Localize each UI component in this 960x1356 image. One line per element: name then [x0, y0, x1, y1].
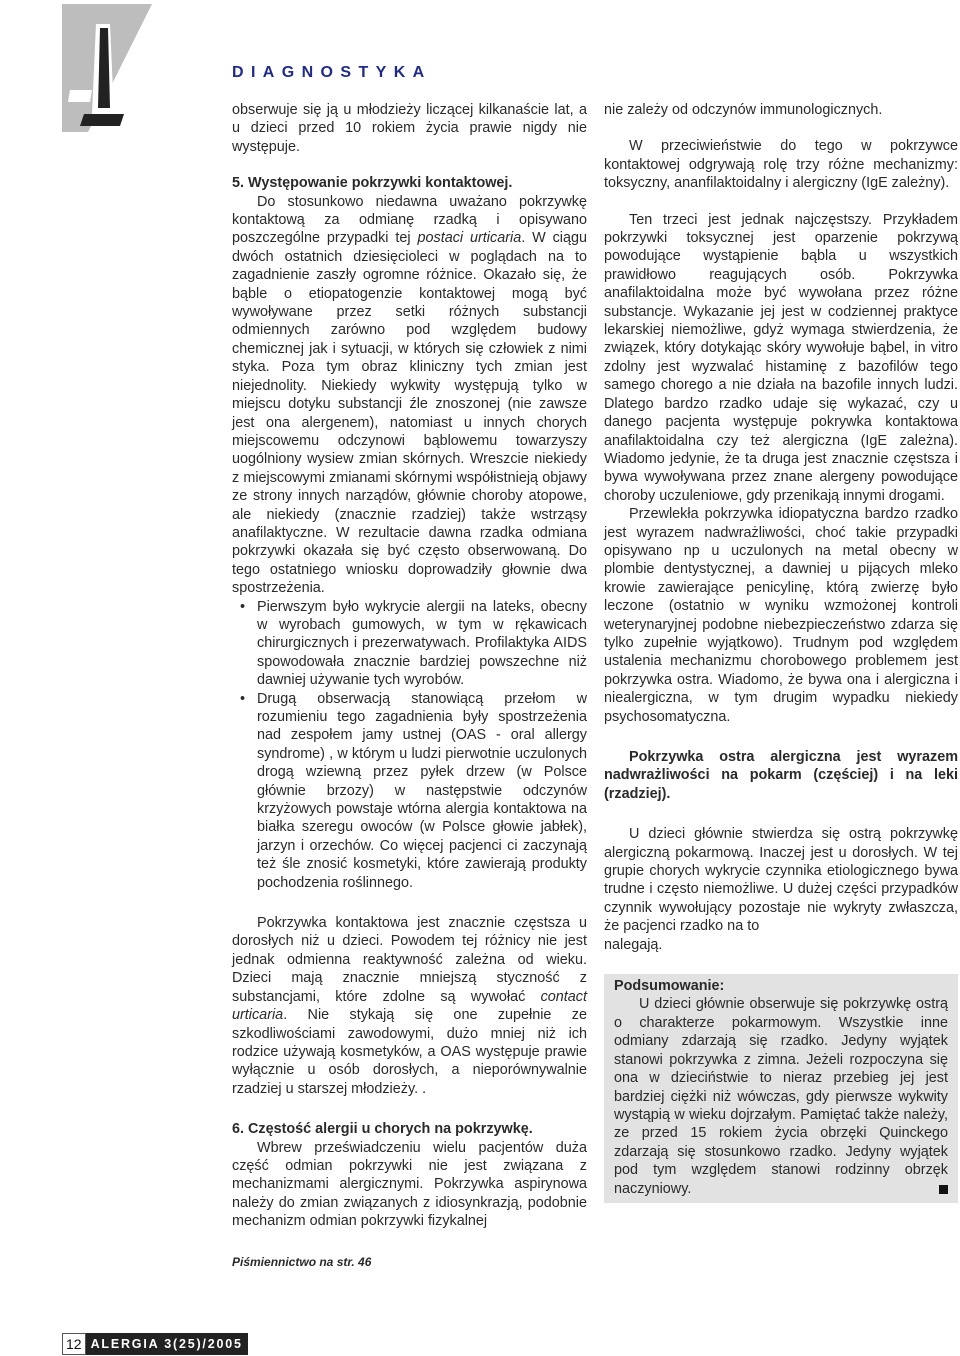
right-paragraph-children: U dzieci głównie stwierdza się ostrą pokrzywkę alergiczną pokarmową. Inaczej jest u dorosłych. W tej grupie chorych wykrycie czynnika etiologicznego bywa trudne i często niemożliwe. U dużej części przypadków czynnik wywołujący pozostaje nie wykryty zwłaszcza, że pacjenci rzadko na to nalegają. [604, 826, 958, 953]
right-paragraph-immunological: nie zależy od odczynów immunologicznych. [604, 102, 883, 118]
letter-a-logo-icon [62, 4, 152, 134]
left-paragraph-aspirin: Wbrew przeświadczeniu wielu pacjentów duża część odmian pokrzywki nie jest związana z mechanizmami alergicznymi. Pokrzywka aspirynowa należy do zmian związanych z idiosynkrazją, podobnie mechanizm odmian pokrzywki fizykalnej [232, 1139, 587, 1230]
left-paragraph-contact-urticaria: Do stosunkowo niedawna uważano pokrzywkę kontaktową za odmianę rzadką i opisywano poszczególne przypadki tej postaci urticaria. W ciągu dwóch ostatnich dziesięcioleci w poglądach na to zagadnienie zaszły ogromne różnice. Okazało się, że bąble o etiopatogenzie kontaktowej mogą być wywoływane przez setki różnych substancji odmiennych zarówno pod względem budowy chemicznej jak i sytuacji, w których się człowiek z nimi styka. Poza tym obraz kliniczny tych zmian jest niejednolity. Niekiedy wykwity występują tylko w miejscu dotyku substancji źle znoszonej (nie zawsze jest ona alergenem), natomiast u innych chorych miejscowemu odczynowi bąblowemu towarzyszy uogólniony wysiew zmian skórnych. Wreszcie niekiedy z miejscowymi zmianami skórnymi współistnieją objawy ze strony innych narządów, głównie choroby atopowe, ale niekiedy (znacznie rzadziej) także wstrząsy anafilaktyczne. W rezultacie dawna rzadka odmiana pokrzywki okazała się być często obserwowaną. Do tego ostatniego wniosku doprowadziły głownie dwa spostrzeżenia. [232, 193, 587, 597]
journal-name: ALERGIA 3(25)/2005 [86, 1333, 248, 1355]
left-paragraph-adults-children: Pokrzywka kontaktowa jest znacznie częstsza u dorosłych niż u dzieci. Powodem tej różnicy nie jest jednak odmienna reaktywność zależna od wieku. Dzieci mają znacznie mniejszą styczność z substancjami, które zdolne są wywołać contact urticaria. Nie stykają się one zupełnie ze szkodliwościami zawodowymi, dużo mniej niż ich rodzice używają kosmetyków, a OAS występuje prawie wyłącznie u osób dorosłych, a nieporównywalnie rzadziej u starszej młodzieży. . [232, 915, 587, 1097]
right-paragraph-acute-allergic: Pokrzywka ostra alergiczna jest wyrazem nadwrażliwości na pokarm (częściej) i na leki (rzadziej). [604, 749, 958, 802]
end-mark-icon [939, 1185, 948, 1194]
list-item: • Drugą obserwacją stanowiącą przełom w rozumieniu tego zagadnienia były spostrzeżenia nad zespołem jamy ustnej (OAS - oral allergy syndrome) , w którym u ludzi pierwotnie uczulonych drogą wziewną przez pyłek drzew (w Polsce głównie brzozy) w następstwie odczynów krzyżowych powstaje wtórna alergia kontaktowa na białka szeregu owoców (w Polsce głowie jabłek), jarzyn i orzechów. Co więcej pacjenci ci zaczynają też śle znosić kosmetyki, które zawierają produkty pochodzenia roślinnego. [232, 690, 587, 892]
right-paragraph-mechanisms: W przeciwieństwie do tego w pokrzywce kontaktowej odgrywają rolę trzy różne mechanizmy: toksyczny, ananfilaktoidalny i alergiczny (IgE zależny). [604, 138, 958, 192]
summary-text: U dzieci głównie obserwuje się pokrzywkę ostrą o charakterze pokarmowym. Wszystkie inne odmiany zdarzają się rzadko. Jedyny wyjątek stanowi pokrzywka z zimna. Jeżeli rozpoczyna się ona w dzieciństwie to nieraz przebieg jej jest bardziej ciężki niż wówczas, gdy pierwsze wykwity wystąpią w wieku dojrzałym. Pamiętać także należy, ze przed 15 rokiem życia obrzęki Quinckego zdarzają się stosunkowo rzadko. Jedyny wyjątek pod tym względem stanowi rodzinny obrzęk naczyniowy. [614, 996, 948, 1197]
list-item: • Pierwszym było wykrycie alergii na lateks, obecny w wyrobach gumowych, w tym w rękawicach chirurgicznych i prezerwatywach. Profilaktyka AIDS spowodowała znacznie bardziej powszechne niż dawniej używanie tych wyrobów. [232, 598, 587, 690]
page-footer [62, 1333, 248, 1355]
summary-title: Podsumowanie: [614, 978, 725, 995]
heading-section-6: 6. Częstość alergii u chorych na pokrzywkę. [232, 1121, 533, 1138]
right-paragraph-third-mechanism: Ten trzeci jest jednak najczęstszy. Przykładem pokrzywki toksycznej jest oparzenie pokrzywą powodujące wystąpienie bąbla u wszystkich prawidłowo reagujących osób. Pokrzywka anafilaktoidalna może być wywołana przez różne substancje. Wykazanie jej jest w codziennej praktyce lekarskiej niemożliwe, gdyż wymaga stwierdzenia, że związek, który dotykając skóry wywołuje bąbel, in vitro zdolny jest wyzwalać histaminę z bazofilów tego samego chorego a nie działa na bazofile innych ludzi. Dlatego bardzo rzadko udaje się wykazać, czy u danego pacjenta występuje pokrywka kontaktowa anafilaktoidalna czy też alergiczna (IgE zależna). Wiadomo jedynie, że ta druga jest znacznie częstsza i bywa wywoływana przez znane alergeny powodujące choroby uczuleniowe, gdy przenikają innymi drogami. [604, 211, 958, 504]
heading-section-5: 5. Występowanie pokrzywki kontaktowej. [232, 175, 513, 192]
right-column [604, 101, 958, 1203]
left-column [232, 101, 587, 1231]
right-paragraph-chronic: Przewlekła pokrzywka idiopatyczna bardzo rzadko jest wyrazem nadwrażliwości, choć takie przypadki opisywano np u uczulonych na metal obecny w plombie dentystycznej, a dawniej u pijących mleko krowie zawierające penicylinę, którą zwierzę było leczone (ostatnio w wyniku wzmożonej kontroli weterynaryjnej podobne niebezpieczeństwo zdarza się tylko zupełnie wyjątkowo). Trudnym pod względem ustalenia mechanizmu chorobowego problemem jest pokrzywka ostra. Wiadomo, że bywa ona i alergiczna i niealergiczna, w tym drugim wypadku niekiedy psychosomatyczna. [604, 506, 958, 725]
section-title: DIAGNOSTYKA [232, 64, 432, 81]
observations-list [232, 598, 587, 893]
page-number: 12 [62, 1333, 86, 1355]
summary-box [604, 974, 958, 1203]
references-note: Piśmiennictwo na str. 46 [232, 1255, 372, 1269]
left-paragraph-intro: obserwuje się ją u młodzieży liczącej kilkanaście lat, a u dzieci przed 10 rokiem życia prawie nigdy nie występuje. [232, 102, 587, 155]
